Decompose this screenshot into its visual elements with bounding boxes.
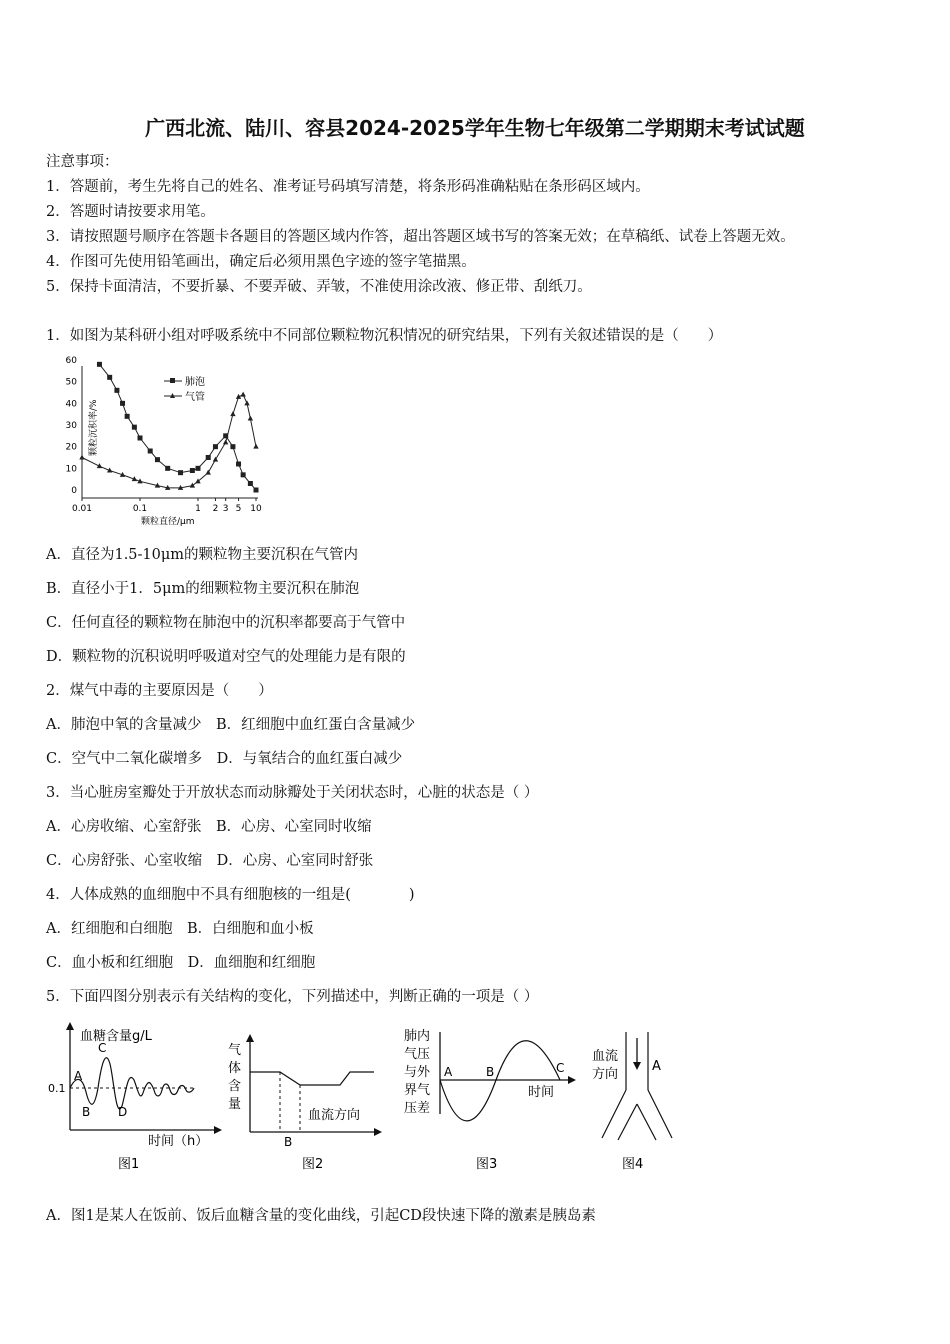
fig3-point-b: B: [486, 1065, 495, 1079]
fig3-point-a: A: [444, 1065, 453, 1079]
glucose-curve: [70, 1058, 194, 1109]
fig3-point-c: C: [556, 1061, 565, 1075]
y-tick-label: 30: [65, 421, 77, 431]
data-point: [236, 462, 241, 467]
data-point: [223, 439, 228, 444]
data-point: [206, 470, 211, 475]
fig1-xlabel: 时间（h）: [148, 1134, 209, 1149]
flow-arrow-icon: [633, 1062, 641, 1070]
q1-stem: 1．如图为某科研小组对呼吸系统中不同部位颗粒物沉积情况的研究结果，下列有关叙述错误的是（ ）: [46, 328, 723, 344]
y-tick-label: 60: [65, 356, 77, 366]
fig3-ylabel-line: 气压: [404, 1047, 431, 1062]
q1-option-d: D．颗粒物的沉积说明呼吸道对空气的处理能力是有限的: [46, 649, 406, 665]
y-tick-label: 50: [65, 377, 77, 388]
fig4-label-line: 血流: [592, 1049, 619, 1064]
data-point: [178, 470, 183, 475]
fig3-xlabel: 时间: [528, 1085, 555, 1100]
data-point: [241, 472, 246, 477]
data-point: [206, 455, 211, 460]
q1-option-b: B．直径小于1．5μm的细颗粒物主要沉积在肺泡: [46, 581, 360, 597]
q5-option-a: A．图1是某人在饭前、饭后血糖含量的变化曲线，引起CD段快速下降的激素是胰岛素: [46, 1208, 596, 1224]
q3-options-ab: A．心房收缩、心室舒张 B．心房、心室同时收缩: [46, 819, 372, 835]
data-point: [248, 481, 253, 486]
notice-item: 1．答题前，考生先将自己的姓名、准考证号码填写清楚，将条形码准确粘贴在条形码区域内。: [46, 179, 650, 195]
q4-options-ab: A．红细胞和白细胞 B．白细胞和血小板: [46, 921, 314, 937]
pressure-curve: [440, 1041, 560, 1121]
fig3-ylabel-line: 压差: [404, 1101, 431, 1116]
fig1-point-b: B: [82, 1105, 91, 1119]
fig2-caption: 图2: [302, 1157, 324, 1172]
fig4-label-line: 方向: [592, 1067, 619, 1082]
arrow-head: [214, 1126, 222, 1134]
fig1-tick: 0.1: [48, 1082, 66, 1095]
y-tick-label: 40: [65, 399, 77, 410]
notice-item: 2．答题时请按要求用笔。: [46, 204, 215, 220]
gas-curve: [250, 1072, 374, 1085]
data-point: [165, 466, 170, 471]
figure-1: [46, 1020, 226, 1175]
data-point: [148, 449, 153, 454]
data-point: [155, 457, 160, 462]
chart-legend: [164, 375, 205, 403]
fig3-ylabel-line: 界气: [404, 1083, 431, 1098]
q3-options-cd: C．心房舒张、心室收缩 D．心房、心室同时舒张: [46, 853, 374, 869]
data-point: [132, 425, 137, 430]
legend-marker-square: [170, 378, 175, 383]
q3-stem: 3．当心脏房室瓣处于开放状态而动脉瓣处于关闭状态时，心脏的状态是（ ）: [46, 785, 539, 801]
q2-stem: 2．煤气中毒的主要原因是（ ）: [46, 683, 273, 699]
data-point: [196, 466, 201, 471]
y-tick-label: 0: [71, 486, 77, 496]
arrow-head: [568, 1076, 576, 1084]
particle-deposition-chart: [46, 356, 276, 528]
q2-options-cd: C．空气中二氧化碳增多 D．与氧结合的血红蛋白减少: [46, 751, 403, 767]
figure-2: [224, 1030, 389, 1175]
data-point: [240, 392, 245, 397]
data-point: [120, 401, 125, 406]
y-tick-label: 10: [65, 464, 77, 475]
exam-title: 广西北流、陆川、容县2024-2025学年生物七年级第二学期期末考试试题: [145, 116, 805, 140]
data-point: [248, 416, 253, 421]
fig3-caption: 图3: [476, 1157, 498, 1172]
notice-heading: 注意事项：: [46, 154, 119, 170]
series-line-trachea: [82, 395, 256, 488]
q1-option-c: C．任何直径的颗粒物在肺泡中的沉积率都要高于气管中: [46, 615, 406, 631]
q4-stem: 4．人体成熟的血细胞中不具有细胞核的一组是( ): [46, 887, 415, 903]
figure-3: [400, 1024, 580, 1174]
notice-item: 4．作图可先使用铅笔画出，确定后必须用黑色字迹的签字笔描黑。: [46, 254, 476, 270]
fig4-caption: 图4: [622, 1157, 644, 1172]
fig3-ylabel-line: 肺内: [404, 1029, 431, 1044]
q4-options-cd: C．血小板和红细胞 D．血细胞和红细胞: [46, 955, 316, 971]
arrow-head: [374, 1128, 382, 1136]
data-point: [190, 468, 195, 473]
data-point: [244, 400, 249, 405]
data-point: [125, 414, 130, 419]
arrow-head: [66, 1022, 74, 1030]
x-axis-label: 颗粒直径/μm: [141, 517, 195, 527]
fig2-xlabel: 血流方向: [308, 1108, 361, 1123]
notice-item: 3．请按照题号顺序在答题卡各题目的答题区域内作答，超出答题区域书写的答案无效；在草稿纸、试卷上答题无效。: [46, 229, 795, 245]
fig2-point-b: B: [284, 1135, 293, 1149]
q2-options-ab: A．肺泡中氧的含量减少 B．红细胞中血红蛋白含量减少: [46, 717, 416, 733]
data-point: [254, 488, 259, 493]
legend-entry: 肺泡: [185, 377, 205, 388]
x-tick-label: 2: [212, 504, 219, 514]
series-line-alveoli: [99, 364, 256, 490]
data-point: [253, 444, 258, 449]
data-point: [107, 375, 112, 380]
data-point: [213, 444, 218, 449]
fig1-caption: 图1: [118, 1157, 140, 1172]
fig2-ylabel-char: 含: [228, 1079, 242, 1094]
fig2-ylabel-char: 量: [228, 1097, 242, 1112]
notice-item: 5．保持卡面清洁，不要折暴、不要弄破、弄皱，不准使用涂改液、修正带、刮纸刀。: [46, 279, 592, 295]
fig2-ylabel-char: 气: [228, 1043, 242, 1058]
data-point: [97, 362, 102, 367]
fig1-ylabel: 血糖含量g/L: [80, 1029, 152, 1044]
x-tick-label: 3: [222, 504, 229, 514]
legend-entry: 气管: [185, 392, 205, 403]
fig1-point-c: C: [98, 1041, 107, 1055]
data-point: [79, 455, 84, 460]
fig1-point-a: A: [74, 1069, 83, 1083]
fig2-ylabel-char: 体: [228, 1061, 242, 1076]
x-tick-label: 10: [250, 504, 262, 514]
arrow-head: [246, 1034, 254, 1042]
fig3-ylabel-line: 与外: [404, 1065, 431, 1080]
data-point: [230, 444, 235, 449]
data-point: [230, 411, 235, 416]
data-point: [138, 436, 143, 441]
data-point: [190, 483, 195, 488]
data-point: [114, 388, 119, 393]
x-tick-label: 1: [195, 504, 201, 514]
fig1-point-d: D: [118, 1105, 128, 1119]
q5-stem: 5．下面四图分别表示有关结构的变化，下列描述中，判断正确的一项是（ ）: [46, 989, 539, 1005]
x-tick-label: 0.1: [132, 504, 148, 514]
y-tick-label: 20: [65, 442, 77, 453]
q1-option-a: A．直径为1.5-10μm的颗粒物主要沉积在气管内: [46, 547, 359, 563]
figure-4: [588, 1024, 688, 1174]
x-tick-label: 0.01: [71, 504, 93, 514]
fig4-point-a: A: [652, 1059, 661, 1074]
y-axis-label: 颗粒沉积率/%: [89, 399, 99, 456]
x-tick-label: 5: [235, 504, 242, 514]
